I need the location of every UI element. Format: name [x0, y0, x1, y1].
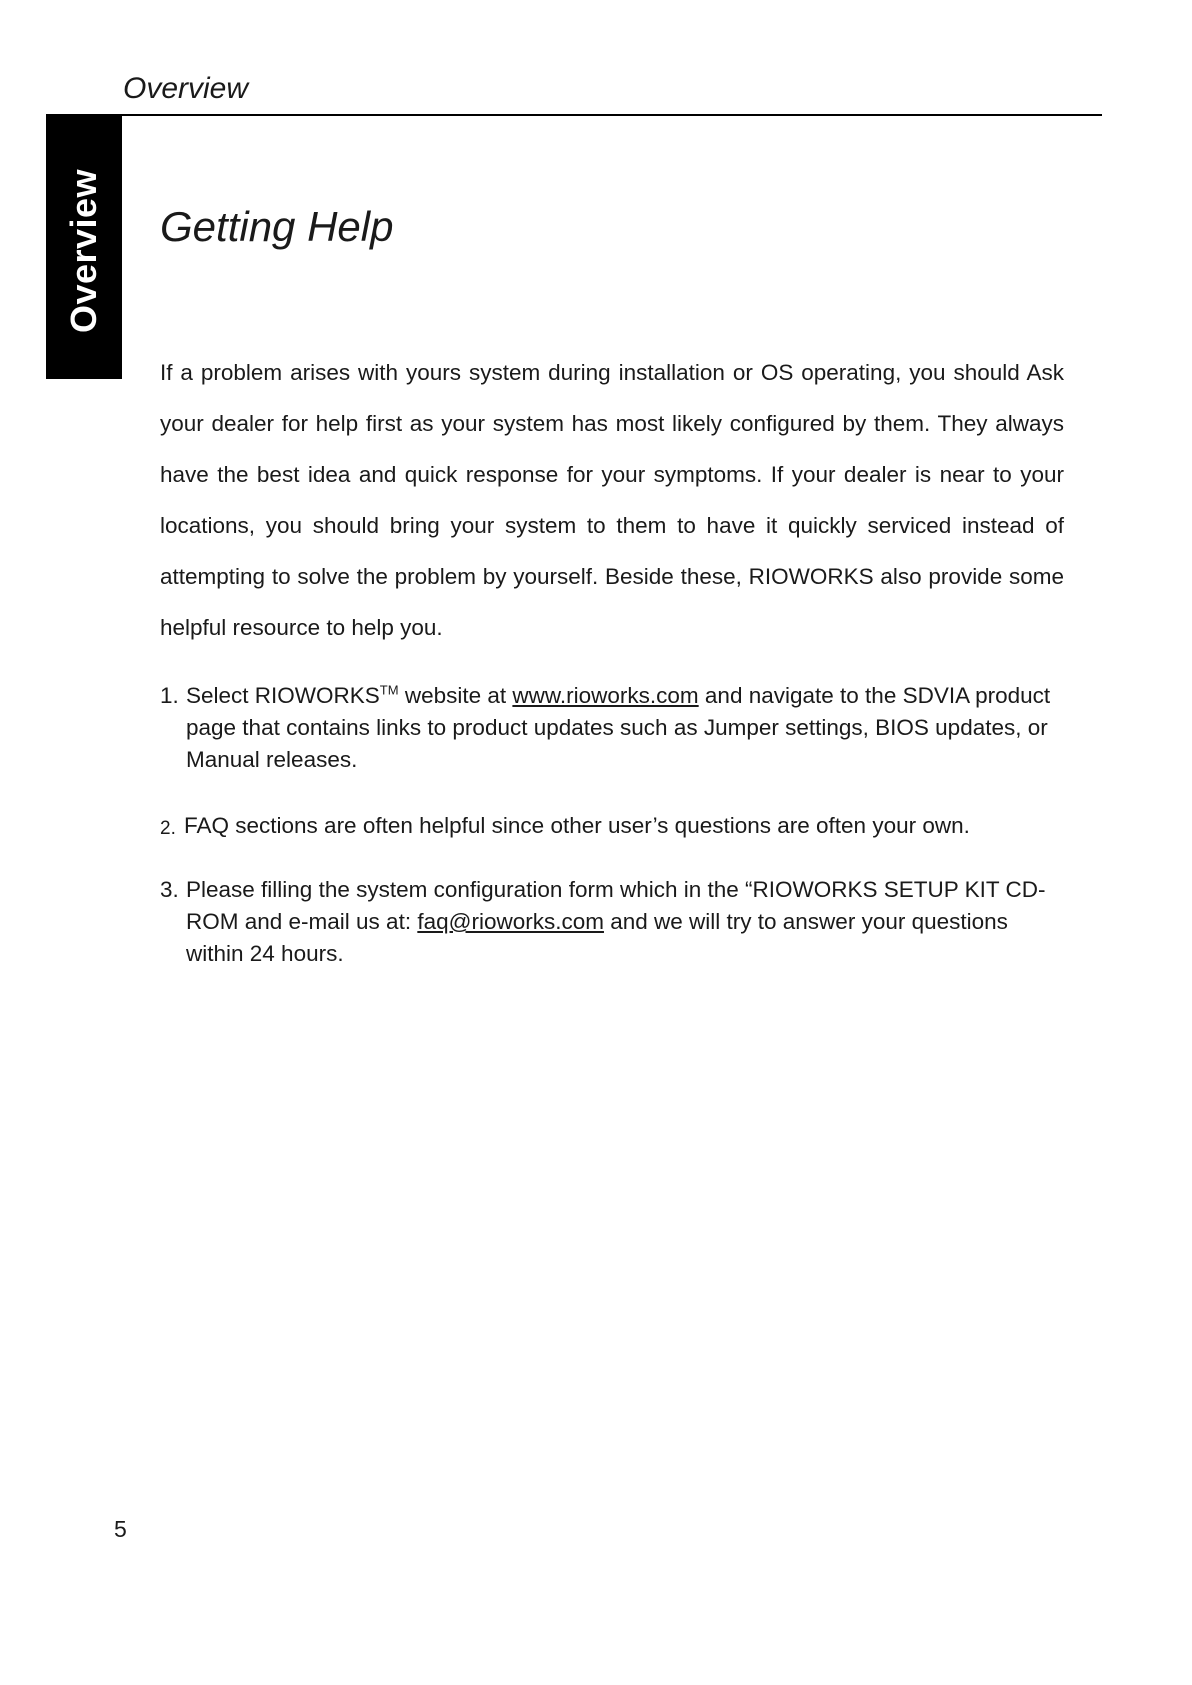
list-item-number: 1.	[160, 683, 179, 708]
email-link[interactable]: faq@rioworks.com	[417, 909, 604, 934]
item-text-mid: website at	[398, 683, 513, 708]
list-item	[160, 810, 1070, 842]
page-title: Getting Help	[160, 203, 394, 250]
website-link[interactable]: www.rioworks.com	[512, 683, 699, 708]
list-item-text	[160, 680, 1070, 776]
section-tab-label: Overview	[63, 168, 104, 334]
trademark-mark: TM	[379, 682, 399, 698]
list-item-text	[160, 874, 1070, 970]
item-text-after: and we will try to answer your questions within 24 hours.	[186, 909, 1008, 966]
header-rule	[46, 114, 1102, 116]
list-item	[160, 680, 1070, 776]
intro-paragraph: If a problem arises with yours system during installation or OS operating, you should Ask your dealer for help first as your system has most likely configured by them. They always have the best idea and quick response for your symptoms. If your dealer is near to your locations, you should bring your system to them to have it quickly serviced instead of attempting to solve the problem by yourself. Beside these, RIOWORKS also provide some helpful resource to help you.	[160, 360, 1064, 640]
page-number: 5	[114, 1516, 127, 1542]
item-text-after: and navigate to the SDVIA product page that contains links to product updates such as Jumper settings, BIOS updates, or Manual releases.	[186, 683, 1051, 772]
list-item-number: 2.	[160, 818, 176, 839]
item-text-before: Please filling the system configuration form which in the “RIOWORKS SETUP KIT CD-ROM and e-mail us at:	[186, 877, 1046, 934]
list-item-text: FAQ sections are often helpful since other user’s questions are often your own.	[184, 813, 970, 838]
list-item	[160, 874, 1070, 970]
item-text-before: Select RIOWORKS	[186, 683, 380, 708]
list-item-number: 3.	[160, 877, 179, 902]
section-tab	[46, 115, 122, 379]
running-header: Overview	[123, 72, 249, 105]
